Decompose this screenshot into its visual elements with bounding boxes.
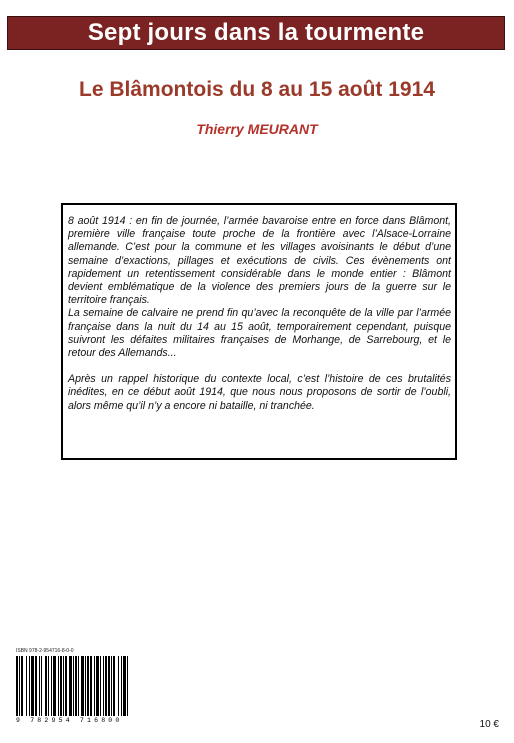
barcode-bar [53, 656, 56, 716]
barcode-bar [87, 656, 89, 716]
barcode-bar [19, 656, 20, 716]
barcode-bar [26, 656, 27, 716]
barcode-bar [100, 656, 101, 716]
book-subtitle: Le Blâmontois du 8 au 15 août 1914 [79, 78, 435, 101]
author-name: Thierry MEURANT [196, 121, 318, 137]
blurb-box [61, 203, 457, 460]
blurb-paragraph-2: La semaine de calvaire ne prend fin qu’avec la reconquête de la ville par l’armée française dans la nuit du 14 au 15 août, temporairement cependant, puisque suivront les défaites militaires françaises de Morhange, de Sarrebourg, et le retour des Allemands... [68, 307, 451, 360]
isbn-label: ISBN 978-2-954716-8-0-0 [16, 648, 74, 654]
barcode-image [16, 656, 128, 716]
barcode-bar [78, 656, 79, 716]
barcode-bar [113, 656, 115, 716]
barcode-digits: 9 782954 716800 [16, 717, 123, 724]
title-banner [7, 16, 505, 50]
barcode-bar [45, 656, 47, 716]
barcode-bar [29, 656, 30, 716]
barcode-bar [51, 656, 52, 716]
price-label: 10 € [479, 719, 499, 730]
blurb-paragraph-1: 8 août 1914 : en fin de journée, l’armée bavaroise entre en force dans Blâmont, première ville française toute proche de la frontière avec l’Alsace-Lorraine allemande. C’est pour la commune et les villages avoisinants le début d’une semaine d’exactions, pillages et exécutions de civils. Ces évènements ont rapidement un retentissement considérable dans le monde entier : Blâmont devient emblématique de la violence des premiers jours de la guerre sur le territoire français. [68, 215, 451, 307]
barcode-bar [118, 656, 119, 716]
barcode-bar [103, 656, 104, 716]
blurb-paragraph-3: Après un rappel historique du contexte local, c’est l’histoire de ces brutalités inédites, en ce début août 1914, que nous nous proposons de sortir de l’oubli, alors même qu’il n’y a encore ni bataille, ni tranchée. [68, 373, 451, 412]
barcode-bar [108, 656, 110, 716]
barcode-bar [121, 656, 122, 716]
book-title: Sept jours dans la tourmente [87, 19, 425, 46]
barcode-bar [111, 656, 112, 716]
barcode-bar [96, 656, 99, 716]
barcode-bar [60, 656, 62, 716]
barcode-bar [127, 656, 128, 716]
barcode-bar [65, 656, 67, 716]
barcode-bar [85, 656, 86, 716]
barcode-bar [31, 656, 34, 716]
barcode-bar [21, 656, 23, 716]
barcode-bar [63, 656, 64, 716]
barcode-bar [69, 656, 72, 716]
barcode-bar [81, 656, 84, 716]
barcode-bar [94, 656, 95, 716]
barcode-bar [35, 656, 37, 716]
barcode-bar [48, 656, 49, 716]
barcode-bar [90, 656, 92, 716]
barcode-bar [16, 656, 18, 716]
barcode-bar [105, 656, 107, 716]
barcode-bar [41, 656, 42, 716]
barcode-bar [75, 656, 77, 716]
barcode-bar [39, 656, 40, 716]
barcode-bar [73, 656, 74, 716]
barcode-bar [123, 656, 126, 716]
barcode-bar [58, 656, 59, 716]
